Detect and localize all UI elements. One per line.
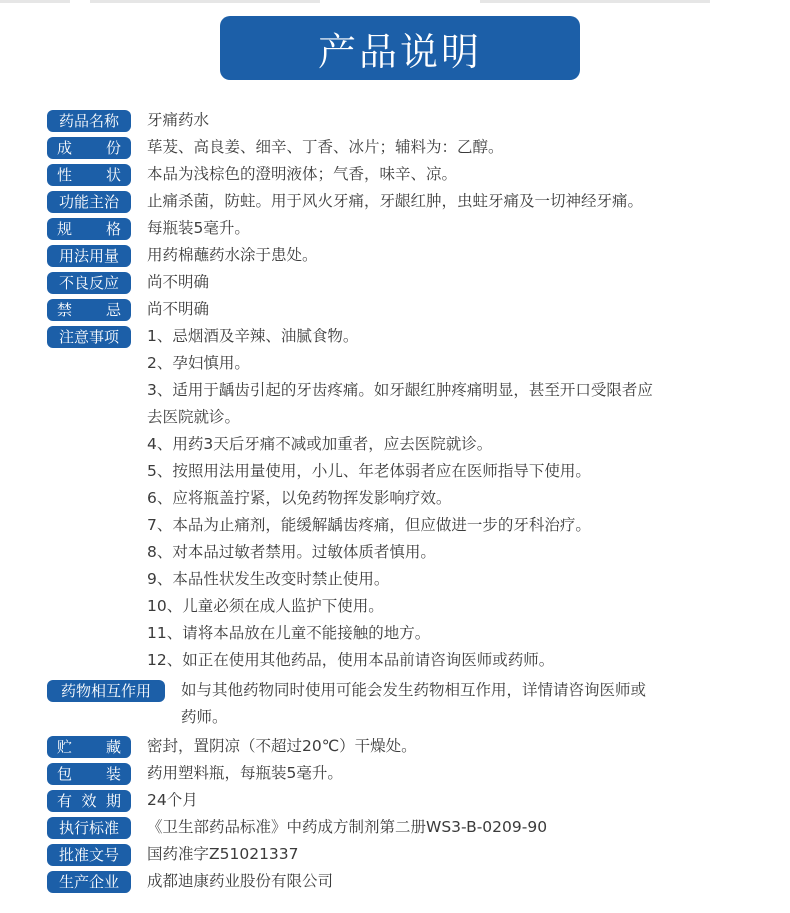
field-value: 如与其他药物同时使用可能会发生药物相互作用，详情请咨询医师或 <box>181 681 647 699</box>
field-value: 成都迪康药业股份有限公司 <box>147 872 334 890</box>
field-label: 有效期 <box>47 790 131 812</box>
precaution-item: 6、应将瓶盖拧紧，以免药物挥发影响疗效。 <box>147 489 452 507</box>
precaution-item: 4、用药3天后牙痛不减或加重者，应去医院就诊。 <box>147 435 493 453</box>
field-label: 禁忌 <box>47 299 131 321</box>
field-value: 牙痛药水 <box>147 111 210 129</box>
field-package <box>47 763 343 787</box>
field-value: 止痛杀菌，防蛀。用于风火牙痛，牙龈红肿，虫蛀牙痛及一切神经牙痛。 <box>147 192 644 210</box>
precaution-item: 9、本品性状发生改变时禁止使用。 <box>147 570 390 588</box>
precaution-item: 2、孕妇慎用。 <box>147 354 250 372</box>
precaution-item: 10、儿童必须在成人监护下使用。 <box>147 597 384 615</box>
field-value: 药用塑料瓶，每瓶装5毫升。 <box>147 764 343 782</box>
field-label: 贮藏 <box>47 736 131 758</box>
field-label: 性状 <box>47 164 131 186</box>
field-label: 用法用量 <box>47 245 131 267</box>
field-storage <box>47 736 417 760</box>
field-label: 注意事项 <box>47 326 131 348</box>
field-value: 尚不明确 <box>147 273 210 291</box>
field-value: 24个月 <box>147 791 198 809</box>
field-label: 成份 <box>47 137 131 159</box>
precaution-item: 5、按照用法用量使用，小儿、年老体弱者应在医师指导下使用。 <box>147 462 591 480</box>
field-label: 包装 <box>47 763 131 785</box>
precaution-item: 11、请将本品放在儿童不能接触的地方。 <box>147 624 431 642</box>
field-label: 执行标准 <box>47 817 131 839</box>
field-properties <box>47 164 457 188</box>
field-ingredients <box>47 137 504 161</box>
field-label: 不良反应 <box>47 272 131 294</box>
field-value-continued: 药师。 <box>181 708 228 726</box>
field-label: 生产企业 <box>47 871 131 893</box>
precaution-item: 3、适用于龋齿引起的牙齿疼痛。如牙龈红肿疼痛明显，甚至开口受限者应 <box>147 381 653 399</box>
field-standard <box>47 817 547 841</box>
field-value: 密封，置阴凉（不超过20℃）干燥处。 <box>147 737 417 755</box>
field-value: 每瓶装5毫升。 <box>147 219 250 237</box>
field-label: 药物相互作用 <box>47 680 165 702</box>
precaution-item: 1、忌烟酒及辛辣、油腻食物。 <box>147 327 359 345</box>
precaution-item: 去医院就诊。 <box>147 408 241 426</box>
field-interactions <box>47 680 646 704</box>
field-precautions <box>47 326 131 348</box>
field-value: 用药棉蘸药水涂于患处。 <box>147 246 318 264</box>
precaution-item: 7、本品为止痛剂，能缓解龋齿疼痛，但应做进一步的牙科治疗。 <box>147 516 591 534</box>
field-validity <box>47 790 198 814</box>
field-value: 国药准字Z51021337 <box>147 845 299 863</box>
field-value: 尚不明确 <box>147 300 210 318</box>
field-spec <box>47 218 250 242</box>
field-contraindications <box>47 299 209 323</box>
field-value: 荜茇、高良姜、细辛、丁香、冰片；辅料为：乙醇。 <box>147 138 504 156</box>
field-value: 《卫生部药品标准》中药成方制剂第二册WS3-B-0209-90 <box>147 818 548 836</box>
field-value: 本品为浅棕色的澄明液体；气香，味辛、凉。 <box>147 165 458 183</box>
page-title: 产品说明 <box>317 29 482 74</box>
field-name <box>47 110 209 134</box>
precaution-item: 8、对本品过敏者禁用。过敏体质者慎用。 <box>147 543 436 561</box>
field-approval <box>47 844 299 868</box>
field-label: 批准文号 <box>47 844 131 866</box>
field-label: 规格 <box>47 218 131 240</box>
precaution-item: 12、如正在使用其他药品，使用本品前请咨询医师或药师。 <box>147 651 555 669</box>
field-usage <box>47 245 318 269</box>
field-manufacturer <box>47 871 333 895</box>
field-label: 功能主治 <box>47 191 131 213</box>
field-indications <box>47 191 643 215</box>
field-label: 药品名称 <box>47 110 131 132</box>
field-adverse <box>47 272 209 296</box>
